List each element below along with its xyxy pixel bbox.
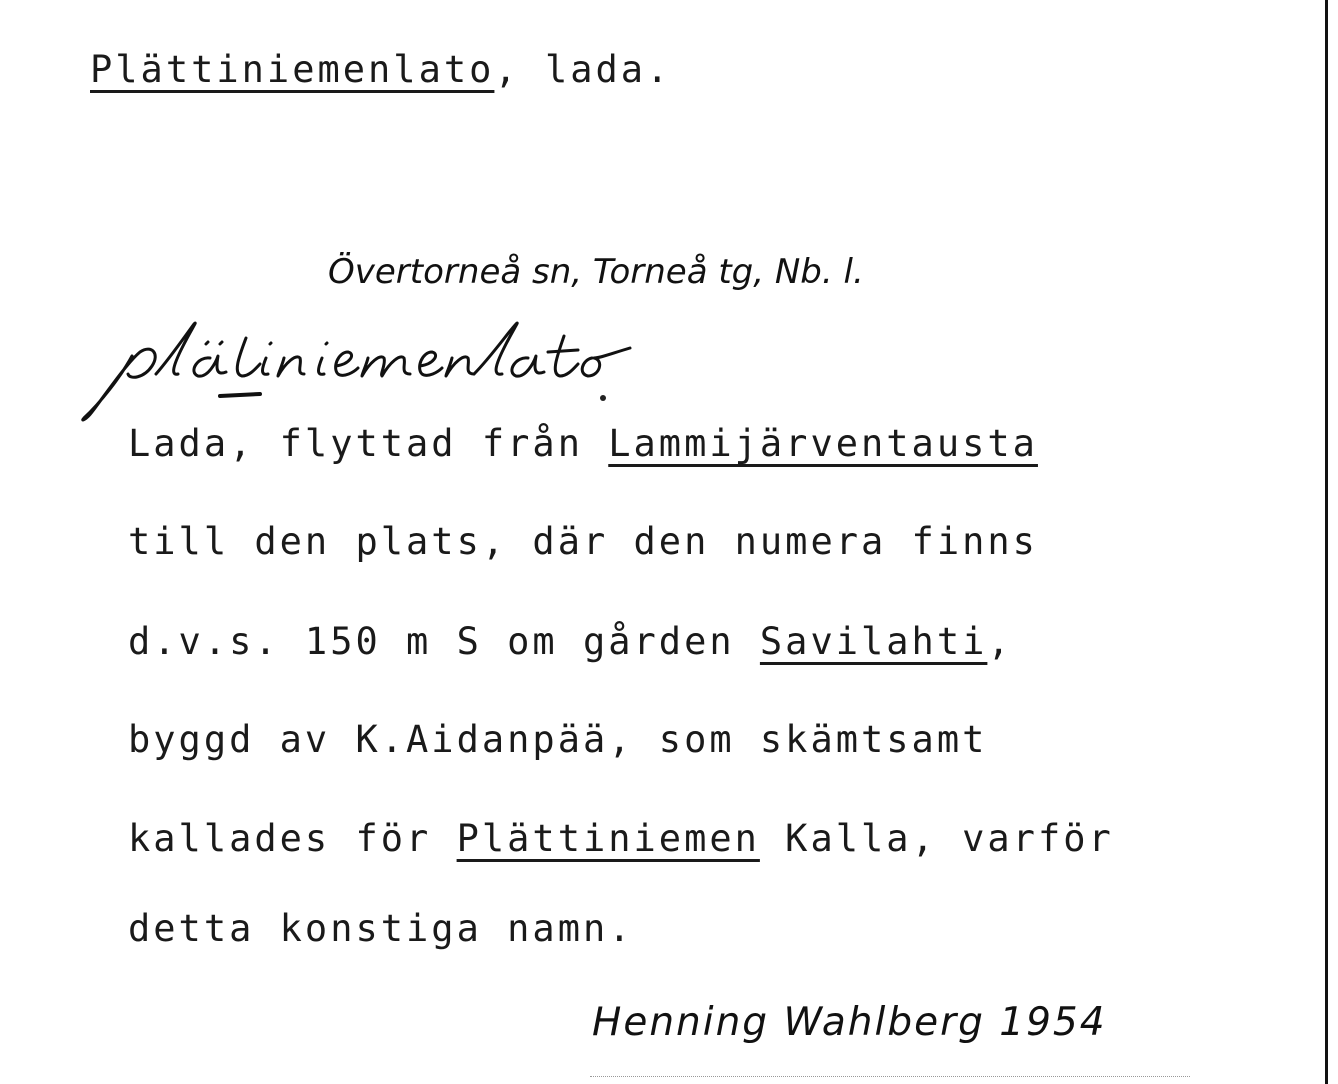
body-line-4: byggd av K.Aidanpää, som skämtsamt: [128, 718, 988, 761]
body-line-6: detta konstiga namn.: [128, 907, 634, 950]
body-line-3-comma: ,: [987, 620, 1013, 663]
scan-edge-line: [1325, 0, 1328, 1084]
body-line-5-rest: Kalla, varför: [759, 817, 1114, 860]
place-link-lammijarventausta: Lammijärventausta: [608, 422, 1038, 465]
place-link-plattiniemen: Plättiniemen: [456, 817, 760, 860]
body-line-3: [128, 620, 1013, 663]
body-line-1: [128, 422, 1038, 465]
body-line-2: till den plats, där den numera finns: [128, 520, 1038, 563]
location-stamp: Övertorneå sn, Torneå tg, Nb. l.: [328, 252, 864, 292]
handwritten-name-drawing: [70, 318, 840, 428]
body-line-5-text: kallades för: [128, 817, 457, 860]
body-line-1-text: Lada, flyttad från: [128, 422, 609, 465]
place-link-savilahti: Savilahti: [759, 620, 988, 663]
card-heading: [90, 48, 671, 91]
heading-rest: , lada.: [494, 48, 672, 91]
signature-stamp: Henning Wahlberg 1954: [592, 1000, 1107, 1045]
scan-bottom-dots: [590, 1076, 1190, 1077]
body-line-3-text: d.v.s. 150 m S om gården: [128, 620, 760, 663]
heading-name: Plättiniemenlato: [90, 48, 495, 91]
body-line-5: [128, 817, 1114, 860]
ink-speck: [600, 395, 606, 401]
